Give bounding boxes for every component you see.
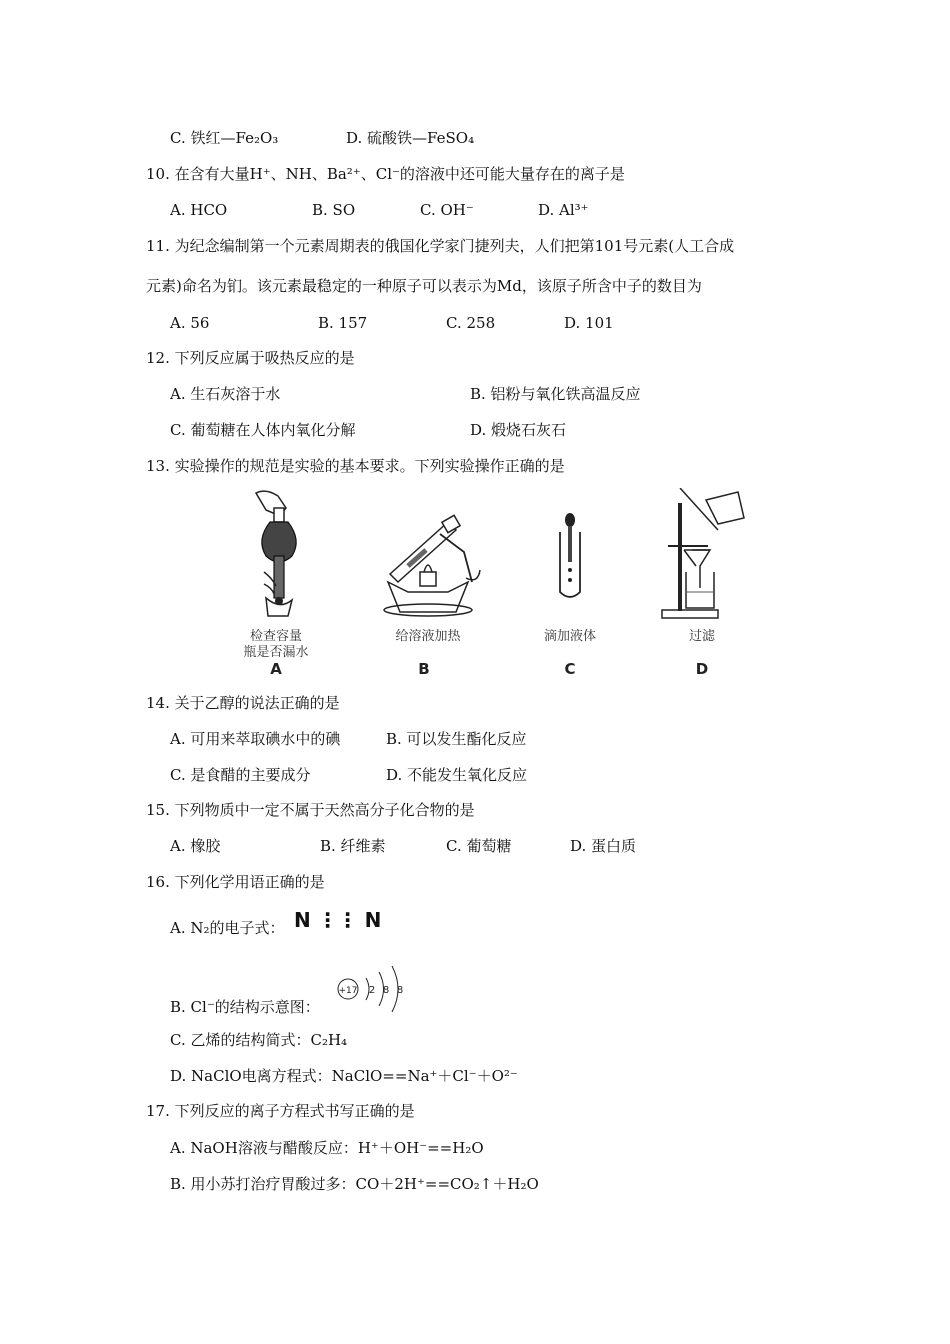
q9-option-d: D. 硫酸铁—FeSO₄ (346, 129, 475, 147)
q15-stem: 15. 下列物质中一定不属于天然高分子化合物的是 (146, 801, 475, 819)
fig-c-letter: C (564, 660, 576, 678)
q15-option-b: B. 纤维素 (320, 837, 386, 855)
q12-option-a: A. 生石灰溶于水 (170, 385, 281, 403)
q9-option-c: C. 铁红—Fe₂O₃ (170, 129, 279, 147)
q16-option-d: D. NaClO电离方程式：NaClO==Na⁺＋Cl⁻＋O²⁻ (170, 1067, 518, 1085)
q11-option-d: D. 101 (564, 314, 614, 332)
q13-stem: 13. 实验操作的规范是实验的基本要求。下列实验操作正确的是 (146, 457, 565, 475)
q17-stem: 17. 下列反应的离子方程式书写正确的是 (146, 1102, 415, 1120)
q16-option-b: B. Cl⁻的结构示意图： (170, 998, 320, 1016)
volumetric-flask-figure (236, 488, 316, 623)
dropper-test-tube-figure (548, 510, 592, 600)
fig-a-caption-line2: 瓶是否漏水 (243, 645, 309, 660)
fig-b-caption: 给溶液加热 (395, 629, 461, 644)
q14-option-c: C. 是食醋的主要成分 (170, 766, 311, 784)
shell-1-electrons: 2 (368, 985, 376, 996)
fig-d-caption: 过滤 (688, 629, 715, 644)
q16-option-c: C. 乙烯的结构简式：C₂H₄ (170, 1031, 348, 1049)
q10-option-d: D. Al³⁺ (538, 201, 589, 219)
q11-option-b: B. 157 (318, 314, 368, 332)
q17-option-a: A. NaOH溶液与醋酸反应：H⁺＋OH⁻==H₂O (170, 1139, 484, 1157)
q16-stem: 16. 下列化学用语正确的是 (146, 873, 325, 891)
q15-option-d: D. 蛋白质 (570, 837, 637, 855)
q12-stem: 12. 下列反应属于吸热反应的是 (146, 349, 355, 367)
n2-electron-formula: N ⋮⋮ N (294, 908, 382, 932)
q10-stem: 10. 在含有大量H⁺、NH、Ba²⁺、Cl⁻的溶液中还可能大量存在的离子是 (146, 165, 625, 183)
q10-option-a: A. HCO (170, 201, 228, 219)
q15-option-c: C. 葡萄糖 (446, 837, 512, 855)
filtration-figure (658, 488, 758, 623)
q12-option-b: B. 铝粉与氧化铁高温反应 (470, 385, 641, 403)
fig-a-caption-line1: 检查容量 (249, 629, 302, 644)
alcohol-lamp-heating-figure (368, 512, 488, 624)
q14-option-a: A. 可用来萃取碘水中的碘 (170, 730, 341, 748)
fig-b-letter: B (418, 660, 430, 678)
q14-option-b: B. 可以发生酯化反应 (386, 730, 527, 748)
cl-ion-structure-diagram (332, 964, 412, 1016)
shell-2-electrons: 8 (382, 985, 390, 996)
q10-option-c: C. OH⁻ (420, 201, 474, 219)
q12-option-d: D. 煅烧石灰石 (470, 421, 567, 439)
q17-option-b: B. 用小苏打治疗胃酸过多：CO＋2H⁺==CO₂↑＋H₂O (170, 1175, 539, 1193)
q12-option-c: C. 葡萄糖在人体内氧化分解 (170, 421, 356, 439)
q11-option-a: A. 56 (170, 314, 210, 332)
q11-stem-line1: 11. 为纪念编制第一个元素周期表的俄国化学家门捷列夫，人们把第101号元素(人工合成 (146, 237, 735, 255)
fig-d-letter: D (695, 660, 709, 678)
fig-a-letter: A (270, 660, 282, 678)
q15-option-a: A. 橡胶 (170, 837, 221, 855)
q11-stem-line2: 元素)命名为钔。该元素最稳定的一种原子可以表示为Md，该原子所含中子的数目为 (146, 277, 702, 295)
shell-3-electrons: 8 (396, 985, 404, 996)
q10-option-b: B. SO (312, 201, 356, 219)
q14-option-d: D. 不能发生氧化反应 (386, 766, 528, 784)
q16-option-a: A. N₂的电子式： (170, 919, 285, 937)
fig-c-caption: 滴加液体 (543, 629, 596, 644)
q11-option-c: C. 258 (446, 314, 496, 332)
q14-stem: 14. 关于乙醇的说法正确的是 (146, 694, 340, 712)
nucleus-charge-label: +17 (338, 986, 358, 996)
